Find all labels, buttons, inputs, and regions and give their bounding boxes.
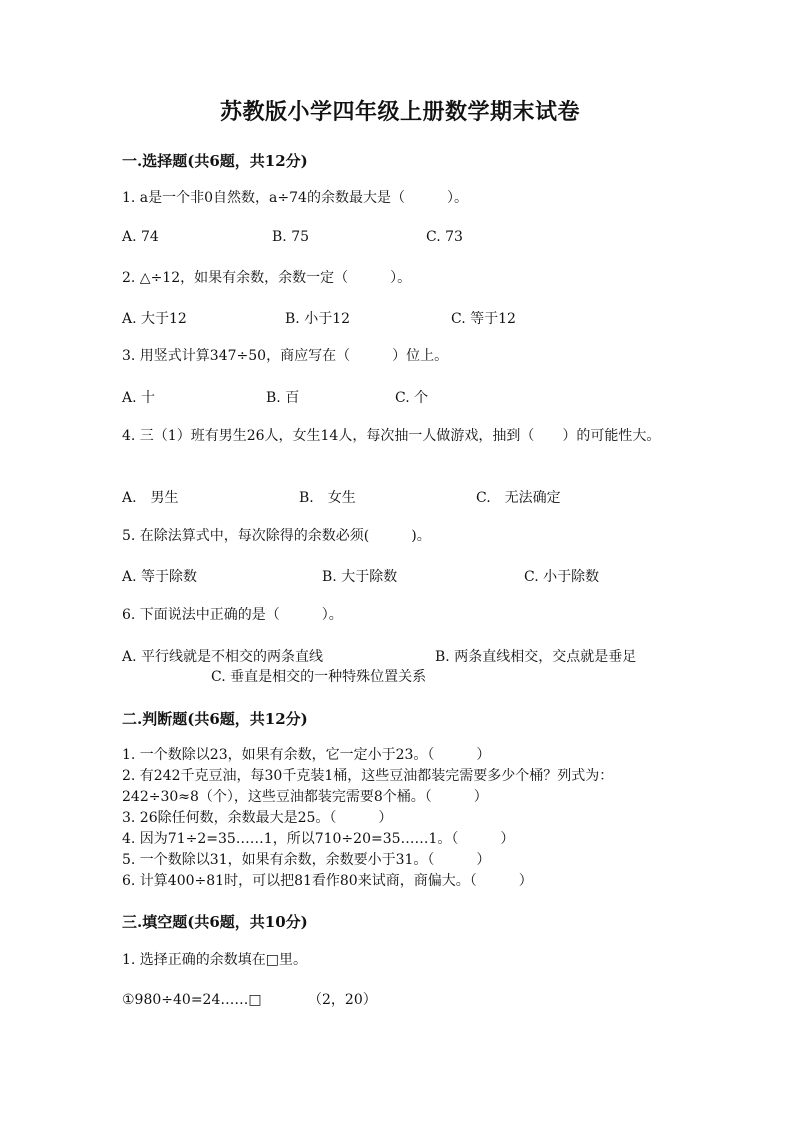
option-1-4-b: B. 女生: [299, 490, 356, 506]
option-1-1-c: C. 73: [426, 229, 463, 245]
question-1-4: 4. 三（1）班有男生26人，女生14人，每次抽一人做游戏，抽到（ ）的可能性大。: [122, 428, 661, 444]
option-1-1-b: B. 75: [272, 229, 310, 245]
option-1-6-c: C. 垂直是相交的一种特殊位置关系: [211, 669, 427, 685]
fill-question-1: 1. 选择正确的余数填在□里。: [122, 952, 308, 968]
judge-item-5: 5. 一个数除以31，如果有余数，余数要小于31。（ ）: [122, 852, 491, 868]
option-1-3-c: C. 个: [395, 390, 429, 406]
judge-item-6: 6. 计算400÷81时，可以把81看作80来试商，商偏大。（ ）: [122, 873, 533, 889]
option-1-1-a: A. 74: [122, 229, 159, 245]
judge-item-1: 1. 一个数除以23，如果有余数，它一定小于23。（ ）: [122, 747, 491, 763]
option-1-4-a: A. 男生: [122, 490, 179, 506]
question-1-6: 6. 下面说法中正确的是（ ）。: [122, 607, 343, 623]
section-heading-fill: 三.填空题(共6题，共10分): [122, 913, 308, 931]
exam-title: 苏教版小学四年级上册数学期末试卷: [219, 99, 580, 125]
option-1-2-c: C. 等于12: [451, 311, 516, 327]
option-1-2-a: A. 大于12: [122, 311, 187, 327]
section-heading-judge: 二.判断题(共6题，共12分): [122, 710, 308, 728]
option-1-2-b: B. 小于12: [285, 311, 351, 327]
option-1-3-a: A. 十: [122, 390, 156, 406]
option-1-4-c: C. 无法确定: [476, 490, 561, 506]
judge-item-3: 3. 26除任何数，余数最大是25。（ ）: [122, 810, 393, 826]
option-1-5-c: C. 小于除数: [524, 569, 600, 585]
fill-question-1-hint: （2，20）: [308, 992, 377, 1008]
judge-item-2: 2. 有242千克豆油，每30千克装1桶，这些豆油都装完需要多少个桶？列式为：242÷30≈8（个），这些豆油都装完需要8个桶。（ ）: [122, 768, 614, 805]
judge-item-4: 4. 因为71÷2=35……1，所以710÷20=35……1。（ ）: [122, 831, 515, 847]
question-1-2: 2. △÷12，如果有余数，余数一定（ ）。: [122, 270, 412, 286]
question-1-5: 5. 在除法算式中，每次除得的余数必须( )。: [122, 528, 431, 544]
option-1-3-b: B. 百: [266, 390, 300, 406]
section-heading-choice: 一.选择题(共6题，共12分): [122, 152, 308, 170]
question-1-3: 3. 用竖式计算347÷50，商应写在（ ）位上。: [122, 348, 449, 364]
option-1-5-b: B. 大于除数: [322, 569, 398, 585]
option-1-5-a: A. 等于除数: [122, 569, 198, 585]
fill-question-1-sub: ①980÷40=24……□: [122, 992, 262, 1008]
question-1-1: 1. a是一个非0自然数，a÷74的余数最大是（ ）。: [122, 190, 468, 206]
option-1-6-b: B. 两条直线相交，交点就是垂足: [435, 649, 637, 665]
option-1-6-a: A. 平行线就是不相交的两条直线: [122, 649, 324, 665]
